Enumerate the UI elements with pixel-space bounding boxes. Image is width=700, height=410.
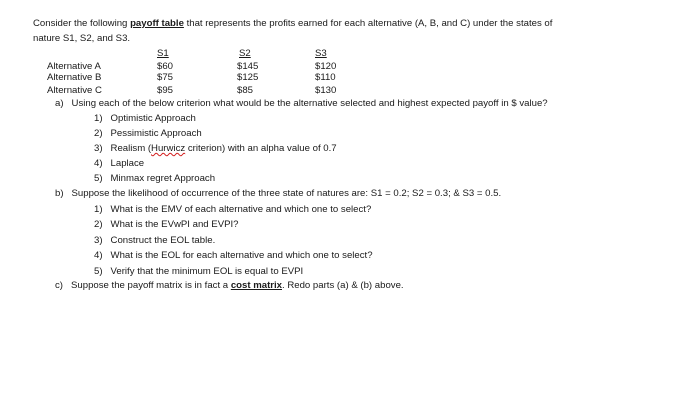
cell-b-s1: $75 bbox=[157, 72, 174, 83]
item-text-before: Realism ( bbox=[110, 143, 152, 154]
part-a-question bbox=[55, 99, 548, 109]
item-number: 1) bbox=[94, 113, 103, 124]
cell-c-s2: $85 bbox=[237, 85, 254, 96]
table-header-s2: S2 bbox=[239, 48, 251, 59]
part-b-item-2 bbox=[94, 220, 239, 230]
row-label-c: Alternative C bbox=[47, 85, 102, 96]
row-label-b: Alternative B bbox=[47, 72, 102, 83]
cell-c-s1: $95 bbox=[157, 85, 174, 96]
table-header-s3: S3 bbox=[315, 48, 327, 59]
item-text: What is the EMV of each alternative and which one to select? bbox=[110, 204, 372, 215]
item-text: What is the EOL for each alternative and which one to select? bbox=[110, 250, 373, 261]
table-header-s1: S1 bbox=[157, 48, 169, 59]
item-number: 4) bbox=[94, 250, 103, 261]
item-text: Minmax regret Approach bbox=[110, 173, 216, 184]
part-c-prefix: c) bbox=[55, 280, 63, 291]
item-text: What is the EVwPI and EVPI? bbox=[110, 219, 239, 230]
row-label-a: Alternative A bbox=[47, 61, 101, 72]
item-number: 3) bbox=[94, 143, 103, 154]
intro-text-before: Consider the following bbox=[33, 18, 131, 29]
intro-text-after: that represents the profits earned for each alternative (A, B, and C) under the states of bbox=[183, 18, 553, 29]
item-number: 2) bbox=[94, 219, 103, 230]
item-number: 1) bbox=[94, 204, 103, 215]
cell-b-s3: $110 bbox=[315, 72, 336, 83]
cell-c-s3: $130 bbox=[315, 85, 337, 96]
intro-line-1 bbox=[33, 19, 552, 29]
item-number: 5) bbox=[94, 173, 103, 184]
part-b-item-3 bbox=[94, 236, 215, 246]
part-c-text-after: . Redo parts (a) & (b) above. bbox=[282, 280, 404, 291]
part-a-item-5 bbox=[94, 174, 215, 184]
part-a-text: Using each of the below criterion what would be the alternative selected and highest expected payoff in $ value? bbox=[71, 98, 548, 109]
cell-a-s3: $120 bbox=[315, 61, 337, 72]
part-b-item-5 bbox=[94, 267, 303, 277]
item-text: Laplace bbox=[110, 158, 145, 169]
item-text: Verify that the minimum EOL is equal to EVPI bbox=[110, 266, 304, 277]
payoff-table-term: payoff table bbox=[130, 18, 184, 29]
part-a-item-3 bbox=[94, 144, 337, 154]
part-a-item-4 bbox=[94, 159, 144, 169]
item-text: Construct the EOL table. bbox=[110, 235, 216, 246]
intro-line-2: nature S1, S2, and S3. bbox=[33, 33, 131, 44]
part-c-question bbox=[55, 281, 404, 291]
item-text: Pessimistic Approach bbox=[110, 128, 202, 139]
part-b-question bbox=[55, 189, 501, 199]
part-a-item-2 bbox=[94, 129, 202, 139]
part-b-prefix: b) bbox=[55, 188, 64, 199]
item-number: 4) bbox=[94, 158, 103, 169]
cell-b-s2: $125 bbox=[237, 72, 259, 83]
part-b-text: Suppose the likelihood of occurrence of the three state of natures are: S1 = 0.2; S2 = 0.3; & S3 = 0.5. bbox=[71, 188, 502, 199]
item-number: 2) bbox=[94, 128, 103, 139]
item-number: 5) bbox=[94, 266, 103, 277]
spellcheck-word: Hurwicz bbox=[151, 143, 186, 154]
item-number: 3) bbox=[94, 235, 103, 246]
part-b-item-4 bbox=[94, 251, 373, 261]
item-text: Optimistic Approach bbox=[110, 113, 196, 124]
part-b-item-1 bbox=[94, 205, 371, 215]
item-text-after: criterion) with an alpha value of 0.7 bbox=[185, 143, 337, 154]
cell-a-s1: $60 bbox=[157, 61, 174, 72]
cost-matrix-term: cost matrix bbox=[230, 280, 282, 291]
cell-a-s2: $145 bbox=[237, 61, 259, 72]
part-c-text-before: Suppose the payoff matrix is in fact a bbox=[71, 280, 231, 291]
part-a-prefix: a) bbox=[55, 98, 64, 109]
part-a-item-1 bbox=[94, 114, 196, 124]
